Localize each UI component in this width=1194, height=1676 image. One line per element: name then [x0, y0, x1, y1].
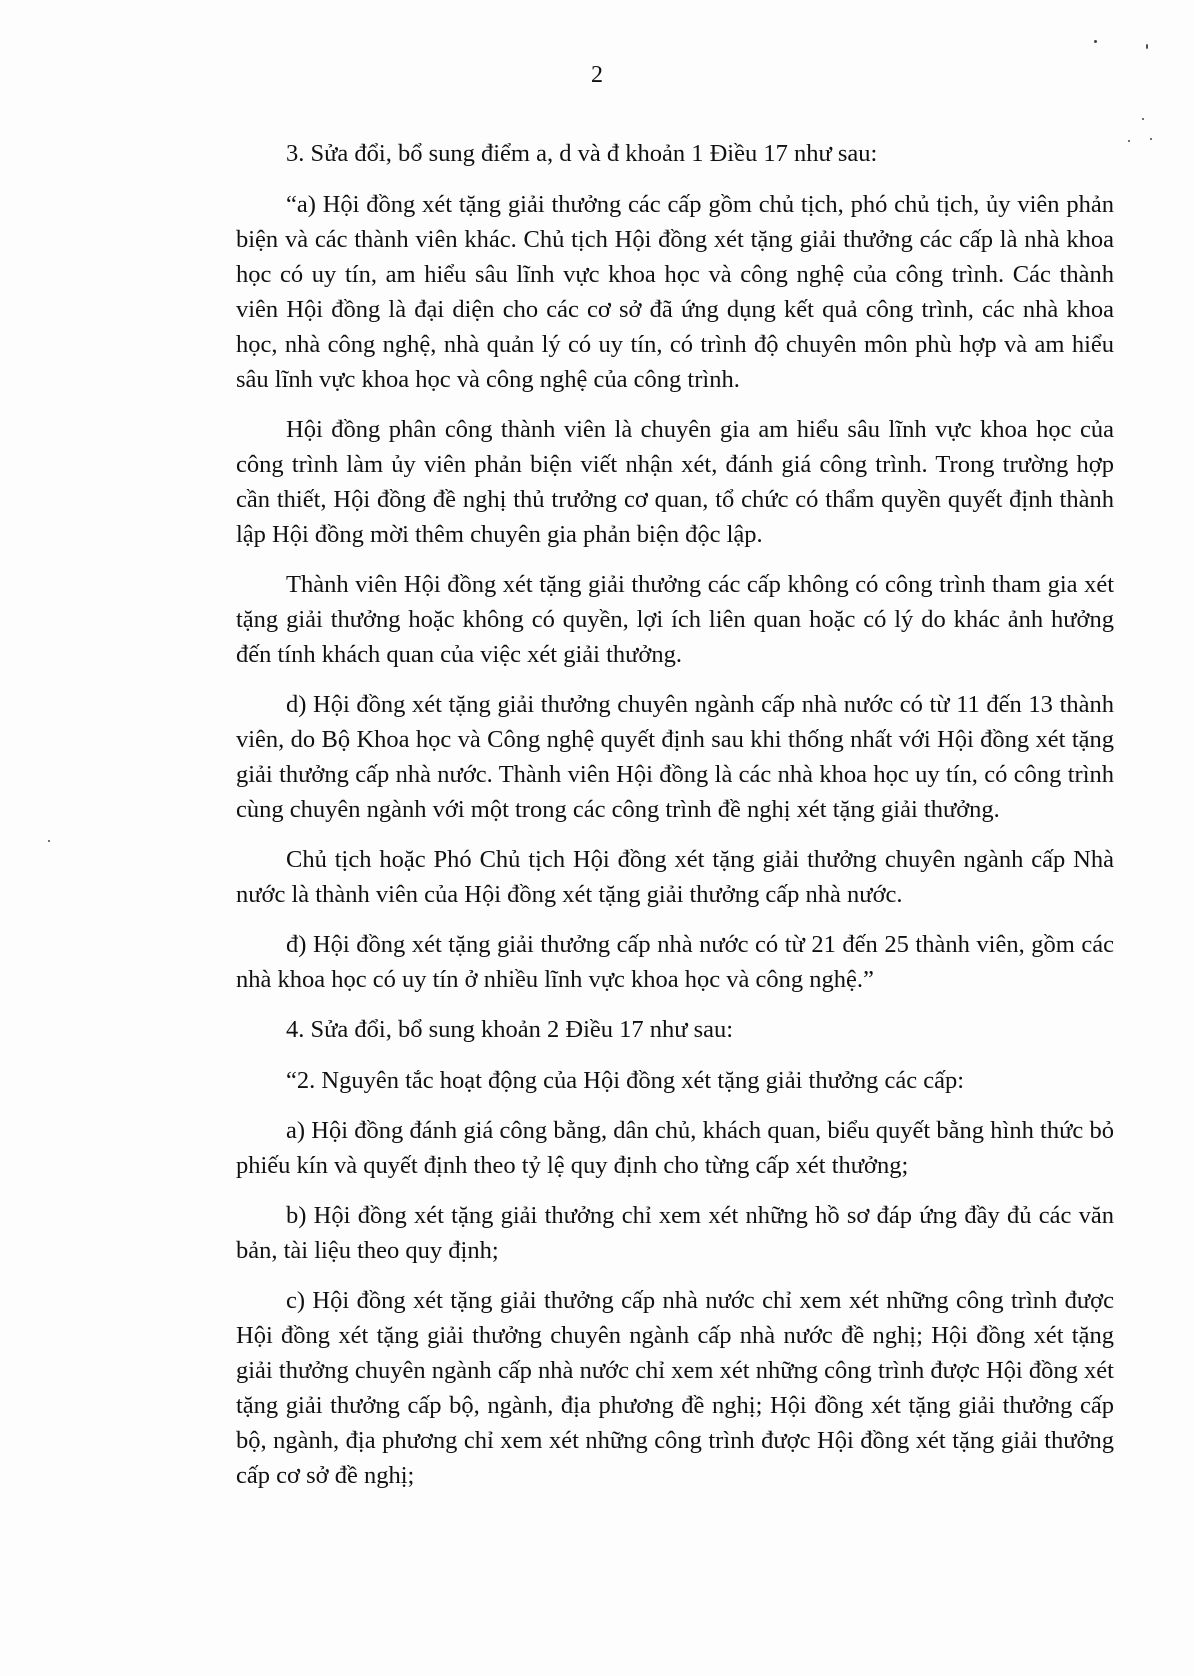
paragraph-reviewer-assignment: Hội đồng phân công thành viên là chuyên gia am hiểu sâu lĩnh vực khoa học của công trình làm ủy viên phản biện viết nhận xét, đánh giá công trình. Trong trường hợp cần thiết, Hội đồng đề nghị thủ trưởng cơ quan, tổ chức có thẩm quyền quyết định thành lập Hội đồng mời thêm chuyên gia phản biện độc lập. — [236, 416, 1114, 548]
paragraph-chair-membership: Chủ tịch hoặc Phó Chủ tịch Hội đồng xét tặng giải thưởng chuyên ngành cấp Nhà nước là thành viên của Hội đồng xét tặng giải thưởng cấp nhà nước. — [236, 846, 1114, 908]
paragraph-point-dd: đ) Hội đồng xét tặng giải thưởng cấp nhà nước có từ 21 đến 25 thành viên, gồm các nhà khoa học có uy tín ở nhiều lĩnh vực khoa học và công nghệ.” — [236, 931, 1114, 993]
scan-speck — [1142, 118, 1144, 120]
paragraph-operating-principles: “2. Nguyên tắc hoạt động của Hội đồng xét tặng giải thưởng các cấp: — [286, 1067, 964, 1094]
paragraph-principle-b: b) Hội đồng xét tặng giải thưởng chỉ xem xét những hồ sơ đáp ứng đầy đủ các văn bản, tài liệu theo quy định; — [236, 1202, 1114, 1264]
section-4-heading: 4. Sửa đổi, bổ sung khoản 2 Điều 17 như sau: — [286, 1016, 734, 1043]
paragraph-point-d: d) Hội đồng xét tặng giải thưởng chuyên ngành cấp nhà nước có từ 11 đến 13 thành viên, do Bộ Khoa học và Công nghệ quyết định sau khi thống nhất với Hội đồng xét tặng giải thưởng cấp nhà nước. Thành viên Hội đồng là các nhà khoa học uy tín, có công trình cùng chuyên ngành với một trong các công trình đề nghị xét tặng giải thưởng. — [236, 691, 1114, 823]
paragraph-member-conditions: Thành viên Hội đồng xét tặng giải thưởng các cấp không có công trình tham gia xét tặng giải thưởng hoặc không có quyền, lợi ích liên quan hoặc có lý do khác ảnh hưởng đến tính khách quan của việc xét giải thưởng. — [236, 571, 1114, 668]
paragraph-point-a: “a) Hội đồng xét tặng giải thưởng các cấp gồm chủ tịch, phó chủ tịch, ủy viên phản biện và các thành viên khác. Chủ tịch Hội đồng xét tặng giải thưởng các cấp là nhà khoa học có uy tín, am hiểu sâu lĩnh vực khoa học và công nghệ của công trình. Các thành viên Hội đồng là đại diện cho các cơ sở đã ứng dụng kết quả công trình, các nhà khoa học, nhà công nghệ, nhà quản lý có uy tín, có trình độ chuyên môn phù hợp và am hiểu sâu lĩnh vực khoa học và công nghệ của công trình. — [236, 191, 1114, 393]
scan-speck — [48, 840, 50, 842]
section-3-heading: 3. Sửa đổi, bổ sung điểm a, d và đ khoản 1 Điều 17 như sau: — [286, 140, 878, 167]
scan-speck — [1146, 44, 1148, 49]
scan-speck — [1128, 140, 1130, 142]
paragraph-principle-c: c) Hội đồng xét tặng giải thưởng cấp nhà nước chỉ xem xét những công trình được Hội đồng xét tặng giải thưởng chuyên ngành cấp nhà nước đề nghị; Hội đồng xét tặng giải thưởng chuyên ngành cấp nhà nước chỉ xem xét những công trình được Hội đồng xét tặng giải thưởng cấp bộ, ngành, địa phương đề nghị; Hội đồng xét tặng giải thưởng cấp bộ, ngành, địa phương chỉ xem xét những công trình được Hội đồng xét tặng giải thưởng cấp cơ sở đề nghị; — [236, 1287, 1114, 1489]
page-number: 2 — [591, 62, 603, 88]
scan-speck — [1150, 138, 1152, 140]
scan-speck — [1094, 40, 1097, 43]
paragraph-principle-a: a) Hội đồng đánh giá công bằng, dân chủ, khách quan, biểu quyết bằng hình thức bỏ phiếu kín và quyết định theo tỷ lệ quy định cho từng cấp xét thưởng; — [236, 1117, 1114, 1179]
document-body — [236, 136, 1114, 1508]
